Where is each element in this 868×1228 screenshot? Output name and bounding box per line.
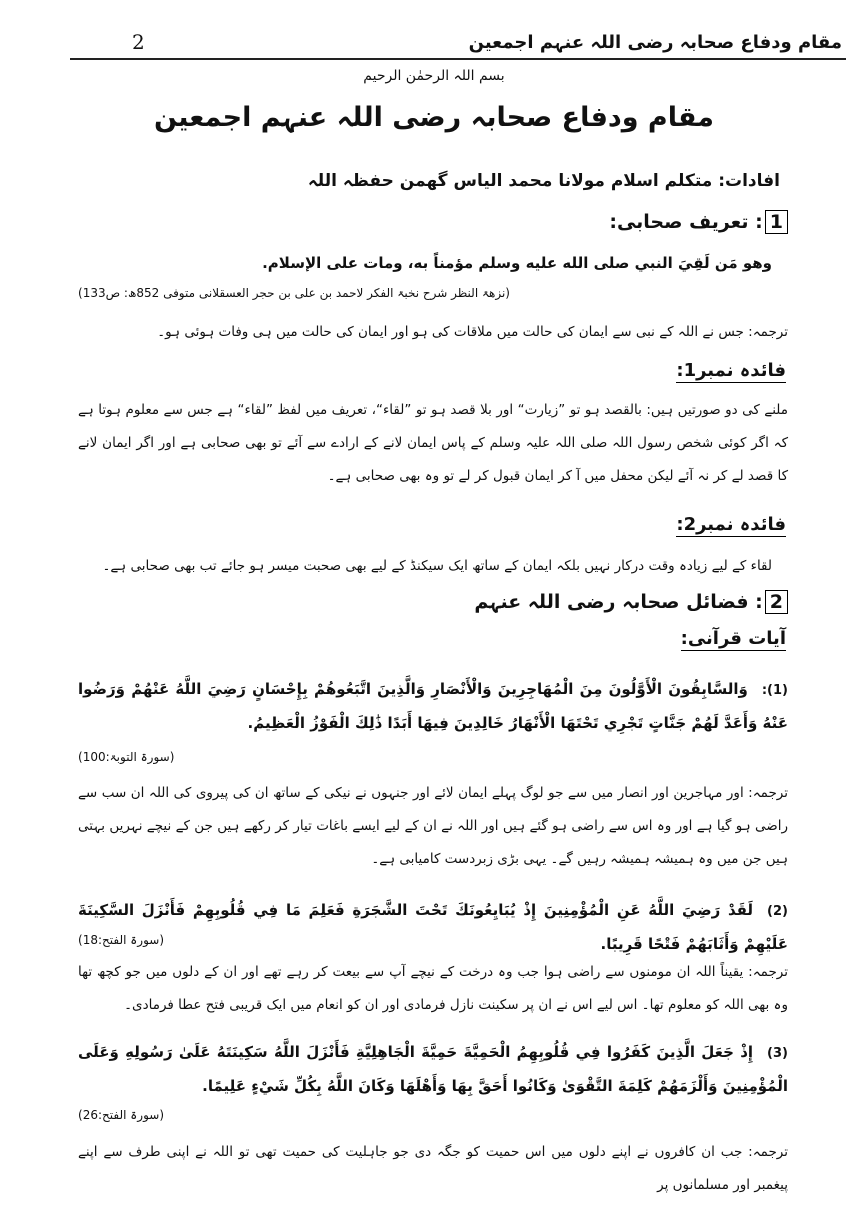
verse-2-arabic: لَقَدْ رَضِيَ اللَّهُ عَنِ الْمُؤْمِنِينَ إِذْ يُبَايِعُونَكَ تَحْتَ الشَّجَرَةِ فَعَلِمَ مَا فِي قُلُوبِهِمْ فَأَنْزَلَ السَّكِينَةَ عَلَيْهِمْ وَأَثَابَهُمْ فَتْحًا قَرِيبًا. [78,901,788,953]
bismillah: بسم اللہ الرحمٰن الرحیم [363,68,505,84]
section-2-heading [474,590,788,614]
faida-2-text: لقاء کے لیے زیادہ وقت درکار نہیں بلکہ ایمان کے ساتھ ایک سیکنڈ کے لیے بھی صحبت میسر ہو جائے تب بھی صحابی ہے۔ [102,558,772,574]
verse-1-arabic: وَالسَّابِقُونَ الْأَوَّلُونَ مِنَ الْمُهَاجِرِينَ وَالْأَنْصَارِ وَالَّذِينَ اتَّبَعُوهُمْ بِإِحْسَانٍ رَضِيَ اللَّهُ عَنْهُمْ وَرَضُوا عَنْهُ وَأَعَدَّ لَهُمْ جَنَّاتٍ تَجْرِي تَحْتَهَا الْأَنْهَارُ خَالِدِينَ فِيهَا أَبَدًا ذَٰلِكَ الْفَوْزُ الْعَظِيمُ. [78,680,788,732]
section-2-heading-text: : فضائل صحابہ رضی اللہ عنہم [474,591,763,613]
quranic-verses-heading: آیات قرآنی: [680,628,786,649]
verse-2-reference: (سورۃ الفتح:18) [78,933,165,947]
faida-1-heading: فائدہ نمبر1: [676,360,786,381]
section-1-heading [609,210,788,234]
section-2-number: 2 [765,590,788,614]
section-1-number: 1 [765,210,788,234]
verse-1 [78,673,788,739]
sahabi-definition-arabic: وهو مَن لَقِيَ النبي صلى الله عليه وسلم مؤمناً به، ومات على الإسلام. [262,254,772,272]
verse-3-reference: (سورۃ الفتح:26) [78,1108,165,1122]
faida-2-heading: فائدہ نمبر2: [676,514,786,535]
verse-2-translation: ترجمہ: یقیناً اللہ ان مومنوں سے راضی ہوا جب وہ درخت کے نیچے آپ سے بیعت کر رہے تھے اور ان کے دلوں میں جو کچھ تھا وہ بھی اللہ کو معلوم تھا۔ اس لیے اس نے ان پر سکینت نازل فرمادی اور ان کو انعام میں ایک قریبی فتح عطا فرمادی۔ [78,964,788,1013]
author-line: افادات: متکلم اسلام مولانا محمد الیاس گھمن حفظہ اللہ [307,171,780,191]
verse-1-number: (1): [761,683,788,698]
verse-1-reference: (سورۃ التوبۃ:100) [78,750,175,764]
faida-1-text: ملنے کی دو صورتیں ہیں: بالقصد ہو تو ”زیارت“ اور بلا قصد ہو تو ”لقاء“، تعریف میں لفظ ”لقاء“ ہے جس سے معلوم ہوتا ہے کہ اگر کوئی شخص رسول اللہ صلی اللہ علیہ وسلم کے پاس ایمان لانے کے ارادے سے آئے تو بھی صحابی ہے اور اگر ایمان لانے کا قصد لے کر نہ آئے لیکن محفل میں آ کر ایمان قبول کر لے تو وہ بھی صحابی ہے۔ [78,402,788,484]
verse-2-number: (2) [767,904,788,919]
running-header-title: مقام ودفاع صحابہ رضی اللہ عنہم اجمعین [468,32,842,53]
definition-translation: ترجمہ: جس نے اللہ کے نبی سے ایمان کی حالت میں ملاقات کی ہو اور ایمان کی حالت میں ہی وفات ہوئی ہو۔ [157,324,788,340]
verse-3-number: (3) [767,1046,788,1061]
verse-2 [78,894,788,960]
verse-3-translation: ترجمہ: جب ان کافروں نے اپنے دلوں میں اس حمیت کو جگہ دی جو جاہلیت کی حمیت تھی تو اللہ نے اپنی طرف سے اپنے پیغمبر اور مسلمانوں پر [78,1144,788,1193]
verse-3 [78,1036,788,1102]
section-1-heading-text: : تعریف صحابی: [609,211,763,233]
verse-1-translation: ترجمہ: اور مہاجرین اور انصار میں سے جو لوگ پہلے ایمان لائے اور جنہوں نے نیکی کے ساتھ ان کی پیروی کی اللہ ان سب سے راضی ہو گیا ہے اور وہ اس سے راضی ہو گئے ہیں اور اللہ نے ان کے لیے ایسے باغات تیار کر رکھے ہیں جن کے نیچے نہریں بہتی ہیں جن میں وہ ہمیشہ ہمیشہ رہیں گے۔ یہی بڑی زبردست کامیابی ہے۔ [78,785,788,867]
page-number: 2 [132,30,145,54]
definition-reference: (نزھۃ النظر شرح نخبۃ الفکر لاحمد بن علی بن حجر العسقلانی متوفی 852ھ: ص133) [78,286,510,300]
verse-3-arabic: إِذْ جَعَلَ الَّذِينَ كَفَرُوا فِي قُلُوبِهِمُ الْحَمِيَّةَ حَمِيَّةَ الْجَاهِلِيَّةِ فَأَنْزَلَ اللَّهُ سَكِينَتَهُ عَلَىٰ رَسُولِهِ وَعَلَى الْمُؤْمِنِينَ وَأَلْزَمَهُمْ كَلِمَةَ التَّقْوَىٰ وَكَانُوا أَحَقَّ بِهَا وَأَهْلَهَا وَكَانَ اللَّهُ بِكُلِّ شَيْءٍ عَلِيمًا. [78,1043,788,1095]
page-title: مقام ودفاع صحابہ رضی اللہ عنہم اجمعین [153,102,715,133]
header-divider [70,58,846,60]
